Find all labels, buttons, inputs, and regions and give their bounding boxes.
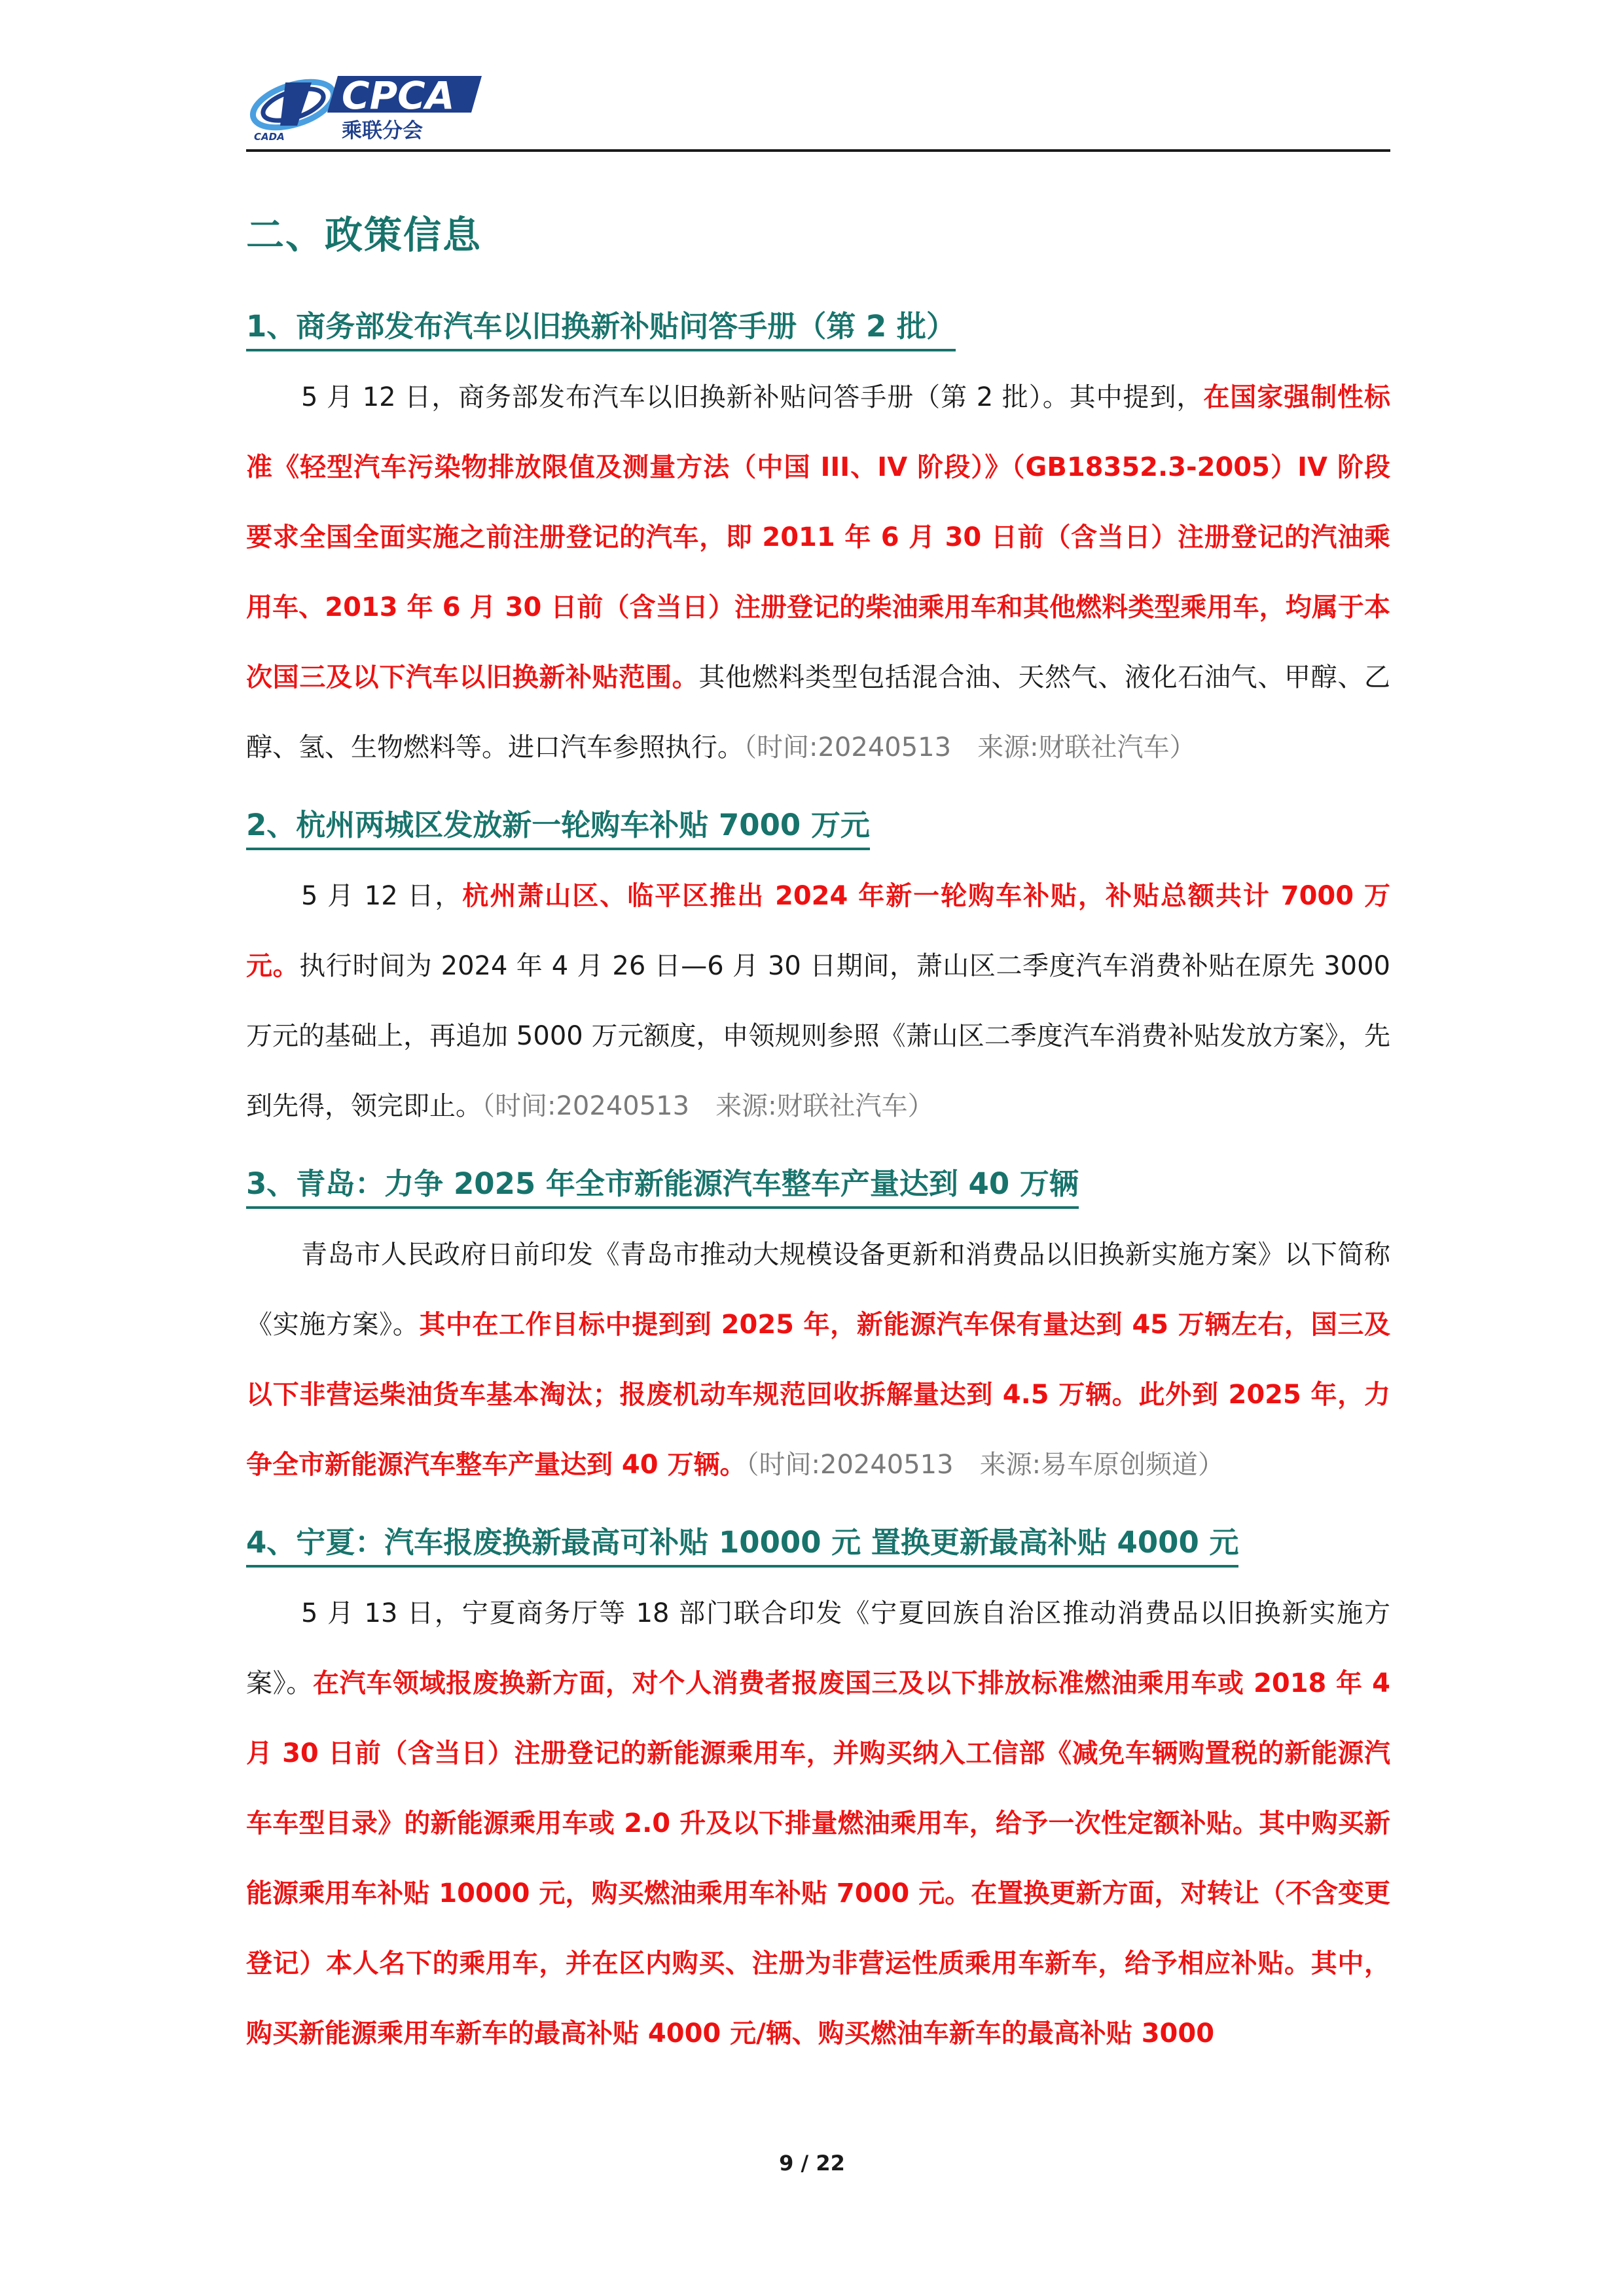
paragraph-lead: 5 月 12 日， [301,881,463,911]
item-paragraph-3 [246,1220,1390,1500]
section-title: 二、政策信息 [246,213,482,257]
source-note: （时间:20240513 来源:财联社汽车） [744,732,1196,762]
page-number: 9 / 22 [779,2151,845,2176]
item-paragraph-4 [246,1579,1390,2069]
source-note: （时间:20240513 来源:易车原创频道） [746,1450,1225,1480]
paragraph-lead: 5 月 13 日，宁夏商务厅等 18 部门联合印发《宁夏回族自治区推动消费品以旧换新实施方案》。 [246,1598,1390,1698]
logo-tiny-text: CADA [254,131,285,143]
paragraph-emphasis: 其中在工作目标中提到到 2025 年，新能源汽车保有量达到 45 万辆左右，国三及以下非营运柴油货车基本淘汰；报废机动车规范回收拆解量达到 4.5 万辆。此外到 2025 年，力争全市新能源汽车整车产量达到 40 万辆。 [246,1310,1391,1480]
page-header [246,63,1390,151]
logo-word: CPCA [342,73,455,118]
item-title-2: 2、杭州两城区发放新一轮购车补贴 7000 万元 [246,801,870,850]
item-title-3: 3、青岛：力争 2025 年全市新能源汽车整车产量达到 40 万辆 [246,1160,1079,1209]
item-title-1: 1、商务部发布汽车以旧换新补贴问答手册（第 2 批） [246,302,956,351]
paragraph-lead: 5 月 12 日，商务部发布汽车以旧换新补贴问答手册（第 2 批）。其中提到， [301,382,1204,412]
paragraph-emphasis: 在国家强制性标准《轻型汽车污染物排放限值及测量方法（中国 III、IV 阶段）》（GB18352.3-2005）IV 阶段要求全国全面实施之前注册登记的汽车，即 2011 年 6 月 30 日前（含当日）注册登记的汽油乘用车、2013 年 6 月 30 日前（含当日）注册登记的柴油乘用车和其他燃料类型乘用车，均属于本次国三及以下汽车以旧换新补贴范围。 [246,382,1390,692]
source-note: （时间:20240513 来源:财联社汽车） [482,1091,934,1121]
logo-subtitle: 乘联分会 [342,119,423,143]
item-paragraph-1 [246,363,1390,783]
item-paragraph-2 [246,861,1390,1141]
cpca-logo [246,63,482,144]
paragraph-emphasis: 在汽车领域报废换新方面，对个人消费者报废国三及以下排放标准燃油乘用车或 2018 年 4 月 30 日前（含当日）注册登记的新能源乘用车，并购买纳入工信部《减免车辆购置税的新能源汽车车型目录》的新能源乘用车或 2.0 升及以下排量燃油乘用车，给予一次性定额补贴。其中购买新能源乘用车补贴 10000 元，购买燃油乘用车补贴 7000 元。在置换更新方面，对转让（不含变更登记）本人名下的乘用车，并在区内购买、注册为非营运性质乘用车新车，给予相应补贴。其中，购买新能源乘用车新车的最高补贴 4000 元/辆、购买燃油车新车的最高补贴 3000 [246,1668,1391,2049]
paragraph-tail: 执行时间为 2024 年 4 月 26 日—6 月 30 日期间，萧山区二季度汽车消费补贴在原先 3000 万元的基础上，再追加 5000 万元额度，申领规则参照《萧山区二季度汽车消费补贴发放方案》，先到先得，领完即止。 [246,951,1391,1121]
paragraph-tail: 其他燃料类型包括混合油、天然气、液化石油气、甲醇、乙醇、氢、生物燃料等。进口汽车参照执行。 [246,662,1391,762]
paragraph-emphasis: 杭州萧山区、临平区推出 2024 年新一轮购车补贴，补贴总额共计 7000 万元。 [246,881,1391,981]
paragraph-lead: 青岛市人民政府日前印发《青岛市推动大规模设备更新和消费品以旧换新实施方案》以下简称《实施方案》。 [246,1240,1390,1340]
item-title-4: 4、宁夏：汽车报废换新最高可补贴 10000 元 置换更新最高补贴 4000 元 [246,1518,1238,1568]
header-rule [246,149,1390,152]
